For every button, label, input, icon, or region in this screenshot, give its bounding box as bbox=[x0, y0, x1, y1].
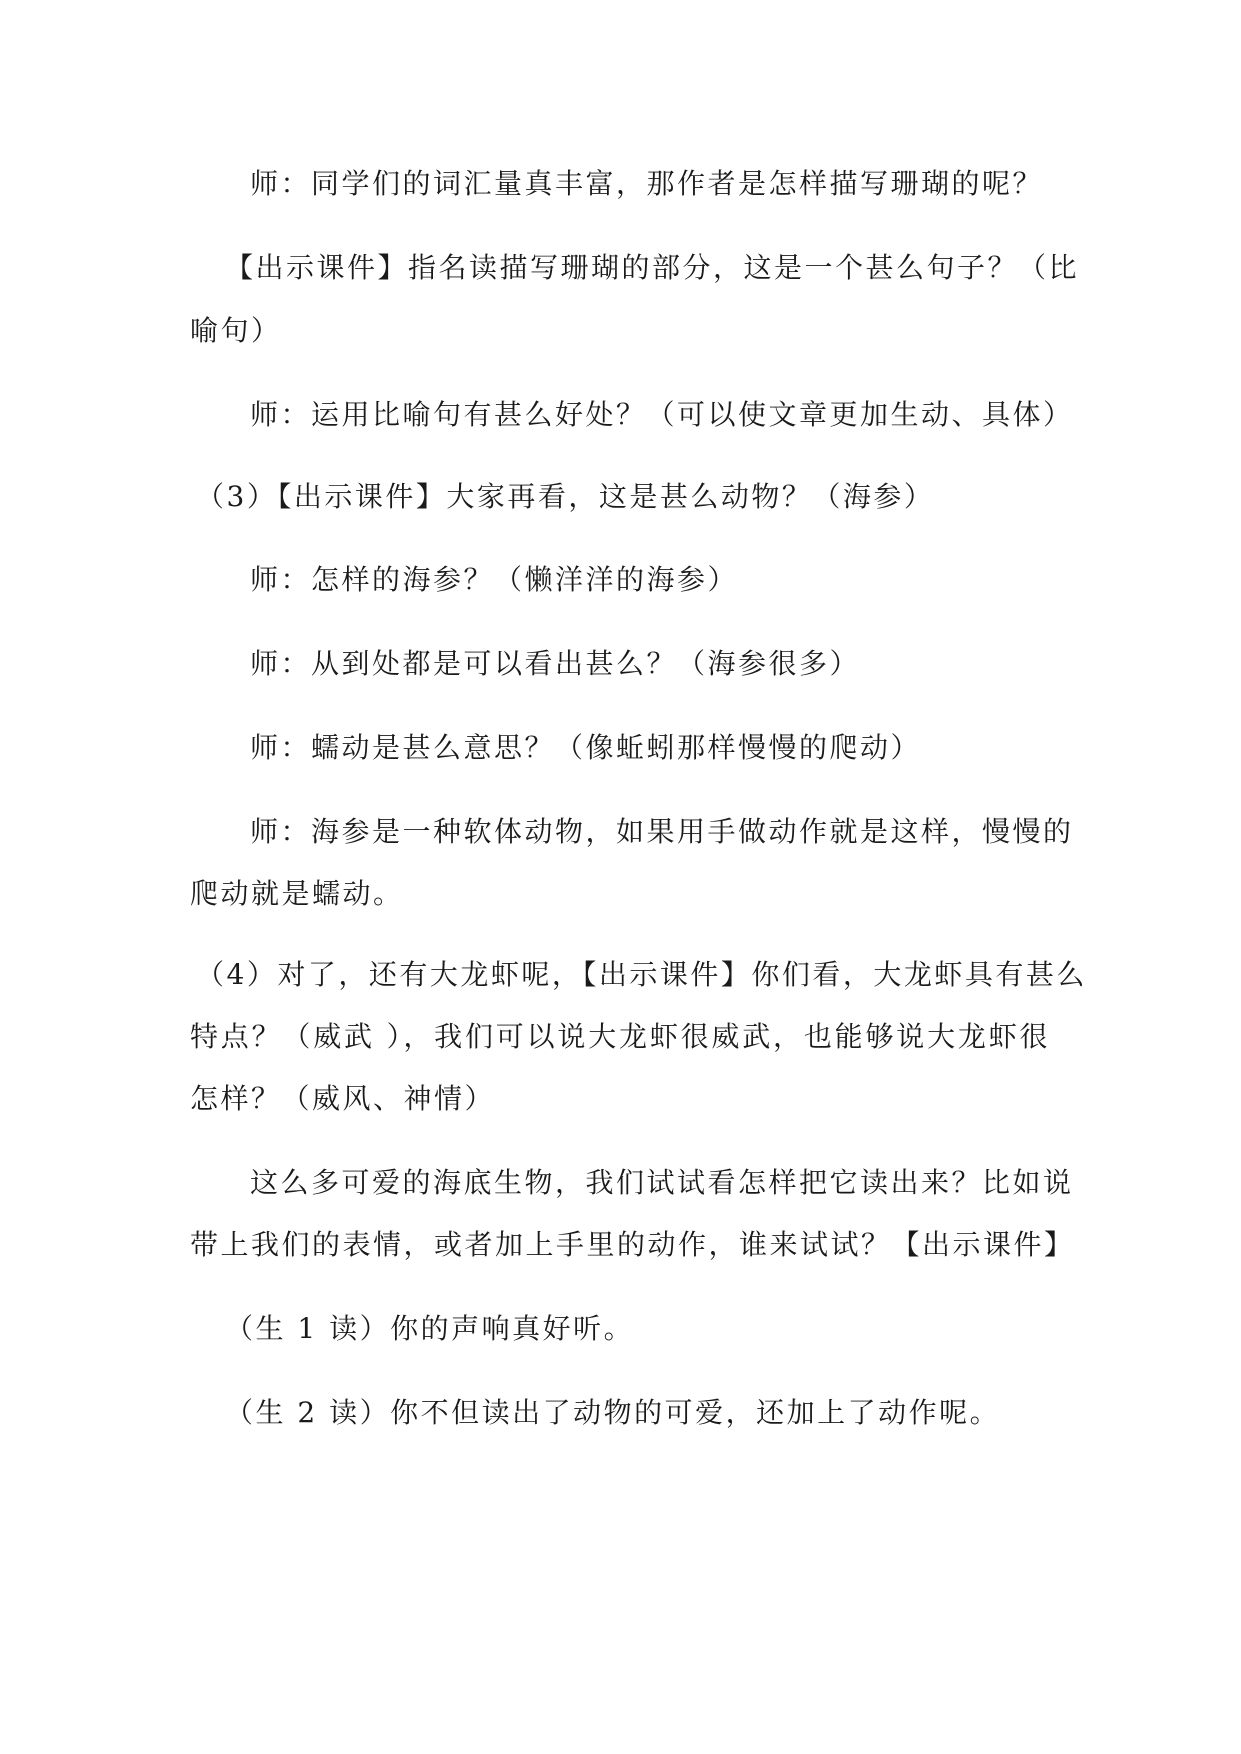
paragraph-line-4: 师：运用比喻句有甚么好处？（可以使文章更加生动、具体） bbox=[250, 398, 1074, 431]
paragraph-line-11: （4）对了，还有大龙虾呢，【出示课件】你们看，大龙虾具有甚么 bbox=[196, 958, 1087, 991]
paragraph-line-8: 师：蠕动是甚么意思？（像蚯蚓那样慢慢的爬动） bbox=[250, 731, 922, 764]
paragraph-line-6: 师：怎样的海参？（懒洋洋的海参） bbox=[250, 563, 739, 596]
paragraph-line-12: 特点？（威武 ），我们可以说大龙虾很威武，也能够说大龙虾很 bbox=[190, 1020, 1050, 1053]
paragraph-line-7: 师：从到处都是可以看出甚么？（海参很多） bbox=[250, 647, 861, 680]
paragraph-line-15: 带上我们的表情，或者加上手里的动作，谁来试试？【出示课件】 bbox=[190, 1228, 1075, 1261]
paragraph-line-1: 师：同学们的词汇量真丰富，那作者是怎样描写珊瑚的呢？ bbox=[250, 167, 1044, 200]
paragraph-line-9: 师：海参是一种软体动物，如果用手做动作就是这样，慢慢的 bbox=[250, 815, 1074, 848]
paragraph-line-2: 【出示课件】指名读描写珊瑚的部分，这是一个甚么句子？（比 bbox=[225, 251, 1080, 284]
paragraph-line-16: （生 1 读）你的声响真好听。 bbox=[225, 1312, 635, 1345]
paragraph-line-3: 喻句） bbox=[190, 314, 282, 347]
paragraph-line-17: （生 2 读）你不但读出了动物的可爱，还加上了动作呢。 bbox=[225, 1396, 1001, 1429]
paragraph-line-14: 这么多可爱的海底生物，我们试试看怎样把它读出来？比如说 bbox=[250, 1166, 1074, 1199]
paragraph-line-5: （3）【出示课件】大家再看，这是甚么动物？（海参） bbox=[196, 480, 935, 513]
paragraph-line-13: 怎样？（威风、神情） bbox=[190, 1082, 496, 1115]
paragraph-line-10: 爬动就是蠕动。 bbox=[190, 877, 404, 910]
